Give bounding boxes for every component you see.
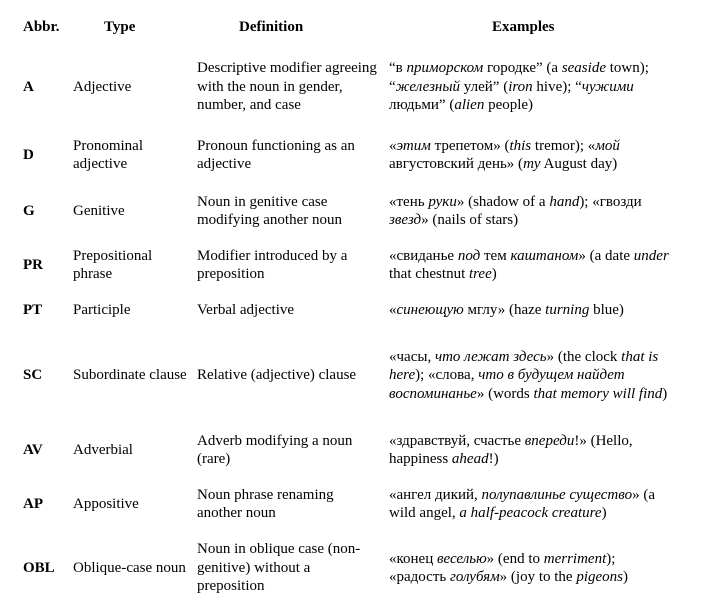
row-type: Genitive bbox=[73, 202, 125, 219]
table-row bbox=[0, 431, 701, 469]
example-segment: голубям bbox=[449, 569, 500, 585]
example-segment: ); «радость bbox=[389, 550, 616, 585]
example-segment: ); «слова, bbox=[415, 367, 479, 384]
header-examples: Examples bbox=[492, 19, 555, 35]
example-segment: руки bbox=[428, 193, 457, 210]
example-segment: что лежат здесь bbox=[434, 348, 547, 365]
row-examples bbox=[389, 247, 675, 284]
example-segment: веселью bbox=[437, 550, 487, 567]
row-examples bbox=[389, 486, 675, 523]
row-type: Participle bbox=[73, 301, 131, 318]
row-abbr: A bbox=[23, 78, 34, 95]
row-examples bbox=[389, 301, 624, 320]
row-definition: Pronoun functioning as an adjective bbox=[197, 137, 355, 172]
example-segment: что в будущем найдет воспоминанье bbox=[389, 367, 625, 402]
example-segment: «ангел дикий, bbox=[389, 486, 482, 503]
example-segment: полупавлинье существо bbox=[481, 486, 633, 503]
table-row bbox=[0, 338, 701, 413]
example-segment: «здравствуй, счастье bbox=[389, 432, 525, 449]
example-segment: hand bbox=[549, 193, 580, 210]
example-segment: чужими bbox=[581, 78, 634, 95]
example-segment: August day) bbox=[540, 156, 618, 172]
row-abbr: PR bbox=[23, 256, 43, 273]
example-segment: turning bbox=[545, 301, 590, 318]
row-definition: Descriptive modifier agreeing with the noun in gender, number, and case bbox=[197, 60, 377, 114]
row-definition: Modifier introduced by a preposition bbox=[197, 247, 348, 282]
example-segment: «конец bbox=[389, 550, 437, 567]
example-segment: !) bbox=[488, 451, 499, 467]
example-segment: ) bbox=[662, 385, 668, 402]
row-examples bbox=[389, 59, 675, 115]
row-examples bbox=[389, 137, 675, 174]
row-type: Adjective bbox=[73, 78, 132, 95]
example-segment: людьми” ( bbox=[389, 97, 455, 114]
row-definition: Relative (adjective) clause bbox=[197, 367, 357, 384]
example-segment: » (a wild angel, bbox=[389, 486, 655, 521]
table-row bbox=[0, 246, 701, 284]
example-segment: городке” (a bbox=[483, 60, 562, 77]
row-abbr: PT bbox=[23, 301, 43, 318]
row-abbr: AV bbox=[23, 441, 43, 458]
example-segment: merriment bbox=[543, 550, 607, 567]
example-segment: alien bbox=[454, 97, 485, 114]
row-definition: Verbal adjective bbox=[197, 301, 295, 318]
example-segment: приморском bbox=[406, 60, 484, 77]
row-examples bbox=[389, 550, 675, 587]
table-row bbox=[0, 59, 701, 115]
row-type: Pronominal adjective bbox=[73, 137, 143, 172]
example-segment: ahead bbox=[451, 451, 489, 467]
row-definition: Noun in oblique case (non-genitive) without a preposition bbox=[197, 541, 361, 595]
example-segment: iron bbox=[508, 78, 533, 95]
row-examples bbox=[389, 193, 675, 230]
table-row bbox=[0, 136, 701, 174]
example-segment: that is here bbox=[389, 348, 659, 384]
header-definition: Definition bbox=[239, 19, 304, 35]
row-abbr: SC bbox=[23, 367, 43, 384]
table-header-row bbox=[0, 18, 701, 38]
example-segment: ) bbox=[623, 569, 628, 585]
row-examples bbox=[389, 348, 675, 404]
example-segment: “в bbox=[389, 60, 407, 77]
example-segment: tremor); « bbox=[531, 137, 596, 154]
row-abbr: OBL bbox=[23, 559, 55, 576]
example-segment: « bbox=[389, 137, 397, 154]
row-type: Appositive bbox=[73, 495, 139, 512]
example-segment: звезд bbox=[389, 212, 422, 228]
example-segment: my bbox=[523, 156, 541, 172]
example-segment: !» (Hello, happiness bbox=[389, 432, 633, 467]
example-segment: under bbox=[633, 247, 669, 264]
example-segment: трепетом» ( bbox=[430, 137, 510, 154]
row-type: Adverbial bbox=[73, 441, 133, 458]
example-segment: tree bbox=[468, 266, 492, 282]
example-segment: a half-peacock creature bbox=[459, 505, 602, 521]
row-type: Oblique-case noun bbox=[73, 559, 186, 576]
example-segment: ); «гвозди bbox=[579, 193, 642, 210]
example-segment: синеющую bbox=[396, 301, 464, 318]
example-segment: » (shadow of a bbox=[456, 193, 550, 210]
example-segment: people) bbox=[484, 97, 534, 114]
row-type: Subordinate clause bbox=[73, 367, 187, 384]
table-row bbox=[0, 485, 701, 523]
example-segment: «часы, bbox=[389, 348, 435, 365]
example-segment: улей” ( bbox=[460, 78, 509, 95]
row-abbr: AP bbox=[23, 495, 43, 512]
row-examples bbox=[389, 432, 675, 469]
example-segment: под bbox=[457, 247, 481, 264]
row-type: Prepositional phrase bbox=[73, 247, 153, 282]
example-segment: » (joy to the bbox=[499, 569, 577, 585]
example-segment: этим bbox=[396, 137, 431, 154]
example-segment: hive); “ bbox=[532, 78, 582, 95]
example-segment: pigeons bbox=[576, 569, 623, 585]
example-segment: мой bbox=[595, 137, 620, 154]
example-segment: августовский день» ( bbox=[389, 156, 524, 172]
example-segment: каштаном bbox=[510, 247, 579, 264]
row-abbr: G bbox=[23, 202, 35, 219]
header-type: Type bbox=[104, 19, 136, 35]
table-row bbox=[0, 192, 701, 230]
table-row bbox=[0, 540, 701, 596]
example-segment: «тень bbox=[389, 193, 429, 210]
example-segment: seaside bbox=[561, 60, 606, 77]
example-segment: железный bbox=[395, 78, 461, 95]
table-row bbox=[0, 301, 701, 319]
example-segment: « bbox=[389, 301, 397, 318]
example-segment: » (end to bbox=[486, 550, 544, 567]
example-segment: впереди bbox=[524, 432, 575, 449]
example-segment: тем bbox=[480, 247, 511, 264]
header-abbr: Abbr. bbox=[23, 19, 60, 35]
row-abbr: D bbox=[23, 146, 34, 163]
row-definition: Noun in genitive case modifying another noun bbox=[197, 193, 342, 228]
example-segment: » (a date bbox=[578, 247, 634, 264]
example-segment: ) bbox=[601, 505, 607, 521]
example-segment: that chestnut bbox=[389, 266, 469, 282]
row-definition: Noun phrase renaming another noun bbox=[197, 486, 334, 521]
example-segment: that memory will find bbox=[533, 385, 663, 402]
example-segment: » (nails of stars) bbox=[421, 212, 519, 228]
example-segment: this bbox=[509, 137, 532, 154]
example-segment: blue) bbox=[589, 301, 624, 318]
example-segment: » (words bbox=[476, 385, 534, 402]
example-segment: town); “ bbox=[389, 60, 649, 95]
row-definition: Adverb modifying a noun (rare) bbox=[197, 432, 353, 467]
example-segment: » (the clock bbox=[546, 348, 622, 365]
example-segment: мглу» (haze bbox=[463, 301, 546, 318]
example-segment: «свиданье bbox=[389, 247, 458, 264]
example-segment: ) bbox=[491, 266, 497, 282]
